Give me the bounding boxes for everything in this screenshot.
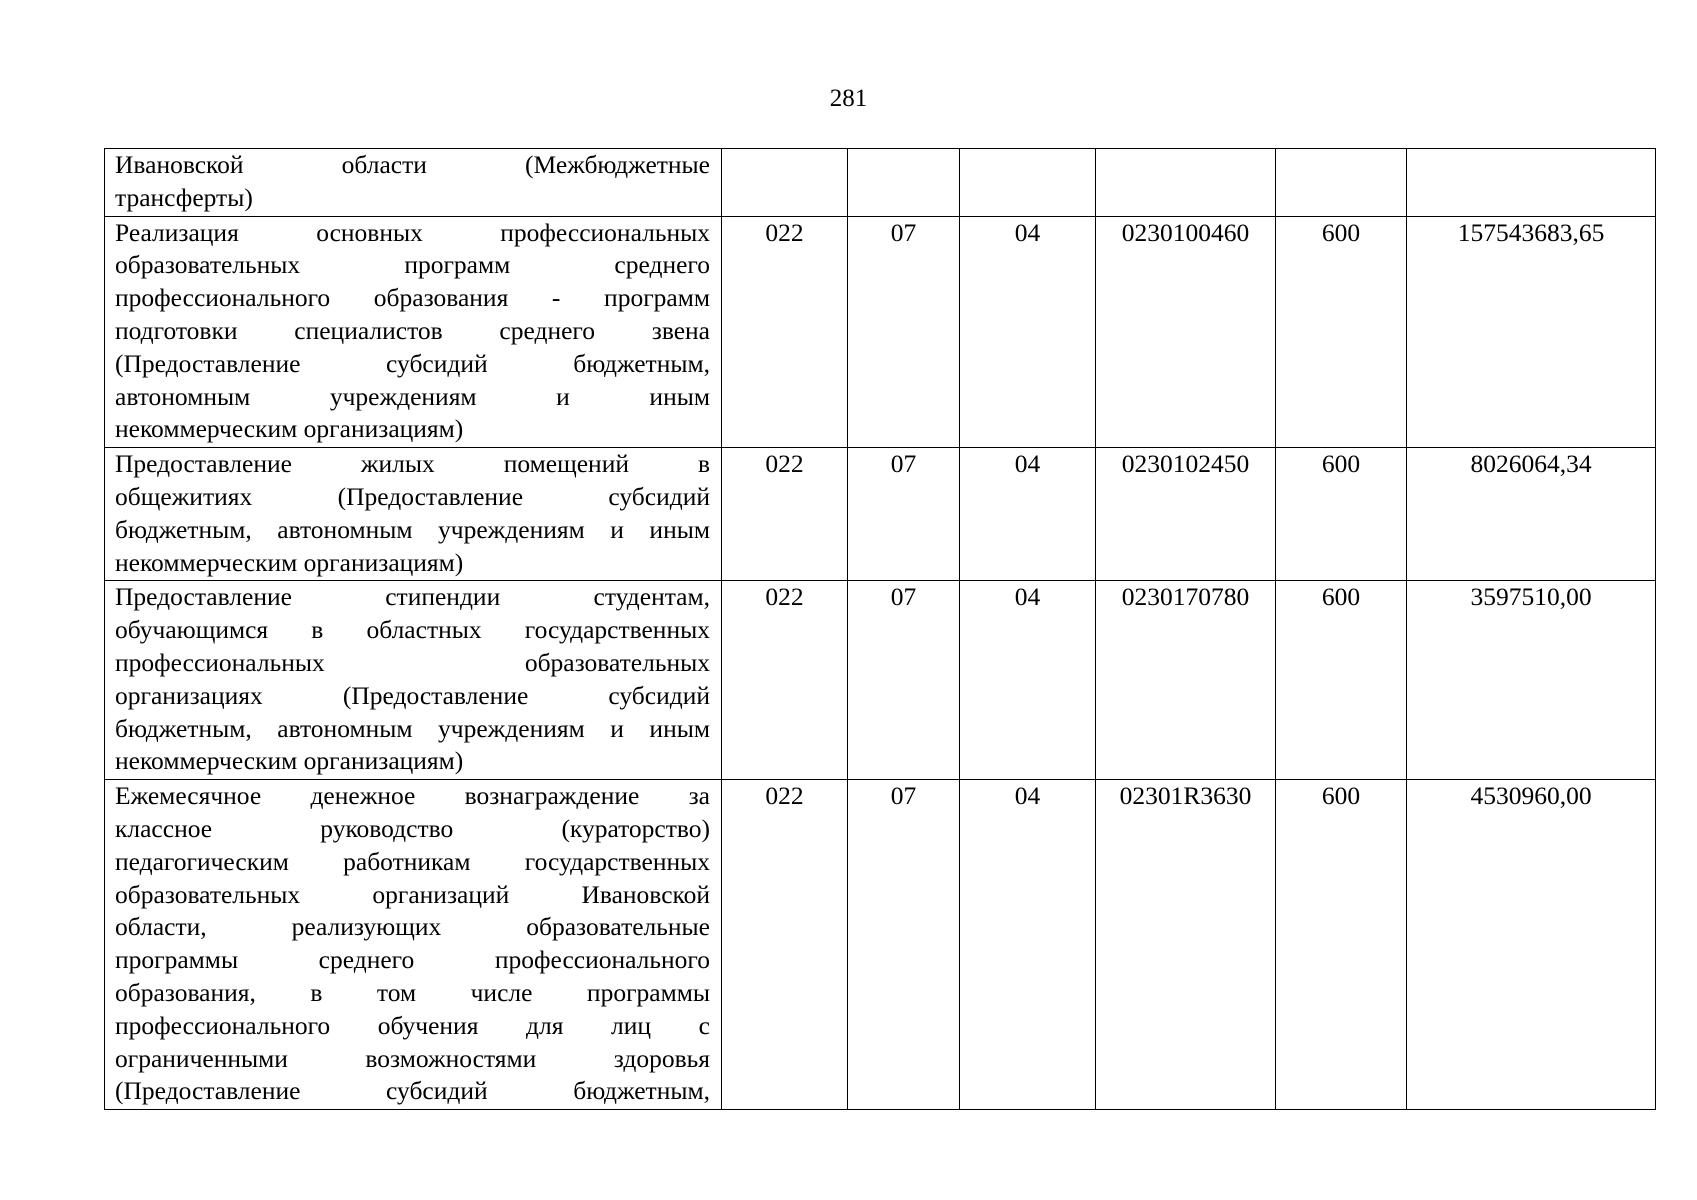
amount-cell: 8026064,34 — [1407, 448, 1656, 581]
expense-name-line: Ежемесячное денежное вознаграждение за — [115, 781, 710, 811]
expense-name-cell — [105, 149, 722, 217]
target-article-cell — [1096, 149, 1276, 217]
expense-name-line: Предоставление стипендии студентам, — [115, 582, 710, 612]
target-article-cell: 02301R3630 — [1096, 780, 1276, 1110]
expense-name-cell — [105, 448, 722, 581]
expense-name-line: бюджетным, автономным учреждениям и иным — [115, 713, 710, 743]
expense-name-line: обучающимся в областных государственных — [115, 615, 710, 645]
expense-name-line: профессиональных образовательных — [115, 647, 710, 677]
subsection-cell: 04 — [960, 216, 1096, 448]
table-row — [105, 448, 1656, 581]
expense-type-cell: 600 — [1276, 581, 1407, 780]
expense-name-line: (Предоставление субсидий бюджетным, — [115, 1076, 710, 1106]
grbs-cell — [722, 149, 848, 217]
grbs-cell: 022 — [722, 448, 848, 581]
grbs-cell: 022 — [722, 581, 848, 780]
expense-name-line: образования, в том числе программы — [115, 977, 710, 1007]
subsection-cell — [960, 149, 1096, 217]
expense-name-line: образовательных организаций Ивановской — [115, 879, 710, 909]
table-row — [105, 581, 1656, 780]
section-cell: 07 — [848, 216, 960, 448]
expense-name-line: общежитиях (Предоставление субсидий — [115, 481, 710, 511]
expense-name-line: некоммерческим организациям) — [115, 746, 464, 776]
expense-type-cell: 600 — [1276, 448, 1407, 581]
expense-name-line: некоммерческим организациям) — [115, 547, 464, 577]
expense-name-cell — [105, 581, 722, 780]
expense-name-line: подготовки специалистов среднего звена — [115, 315, 710, 345]
target-article-cell: 0230100460 — [1096, 216, 1276, 448]
expense-name-cell — [105, 216, 722, 448]
grbs-cell: 022 — [722, 780, 848, 1110]
amount-cell: 4530960,00 — [1407, 780, 1656, 1110]
expense-name-line: классное руководство (кураторство) — [115, 813, 710, 843]
expense-name-line: программы среднего профессионального — [115, 945, 710, 975]
expense-name-line: бюджетным, автономным учреждениям и иным — [115, 514, 710, 544]
expense-name-line: области, реализующих образовательные — [115, 912, 710, 942]
amount-cell — [1407, 149, 1656, 217]
subsection-cell: 04 — [960, 581, 1096, 780]
expense-name-cell — [105, 780, 722, 1110]
table-row — [105, 216, 1656, 448]
expense-type-cell — [1276, 149, 1407, 217]
subsection-cell: 04 — [960, 780, 1096, 1110]
expense-name-line: Предоставление жилых помещений в — [115, 449, 710, 479]
expense-type-cell: 600 — [1276, 216, 1407, 448]
amount-cell: 3597510,00 — [1407, 581, 1656, 780]
expense-name-line: трансферты) — [115, 182, 253, 212]
expense-name-line: организациях (Предоставление субсидий — [115, 680, 710, 710]
target-article-cell: 0230170780 — [1096, 581, 1276, 780]
budget-table — [104, 148, 1656, 1110]
expense-type-cell: 600 — [1276, 780, 1407, 1110]
expense-name-line: образовательных программ среднего — [115, 250, 710, 280]
page-number: 281 — [829, 85, 868, 112]
expense-name-line: некоммерческим организациям) — [115, 414, 464, 444]
expense-name-line: ограниченными возможностями здоровья — [115, 1043, 710, 1073]
expense-name-line: Ивановской области (Межбюджетные — [115, 150, 710, 179]
section-cell: 07 — [848, 581, 960, 780]
grbs-cell: 022 — [722, 216, 848, 448]
expense-name-line: профессионального обучения для лиц с — [115, 1010, 710, 1040]
expense-name-line: (Предоставление субсидий бюджетным, — [115, 348, 710, 378]
expense-name-line: профессионального образования - программ — [115, 283, 710, 313]
section-cell: 07 — [848, 448, 960, 581]
section-cell: 07 — [848, 780, 960, 1110]
expense-name-line: автономным учреждениям и иным — [115, 381, 710, 411]
expense-name-line: педагогическим работникам государственных — [115, 846, 710, 876]
expense-name-line: Реализация основных профессиональных — [115, 217, 710, 247]
subsection-cell: 04 — [960, 448, 1096, 581]
section-cell — [848, 149, 960, 217]
target-article-cell: 0230102450 — [1096, 448, 1276, 581]
table-row — [105, 149, 1656, 217]
table-row — [105, 780, 1656, 1110]
amount-cell: 157543683,65 — [1407, 216, 1656, 448]
